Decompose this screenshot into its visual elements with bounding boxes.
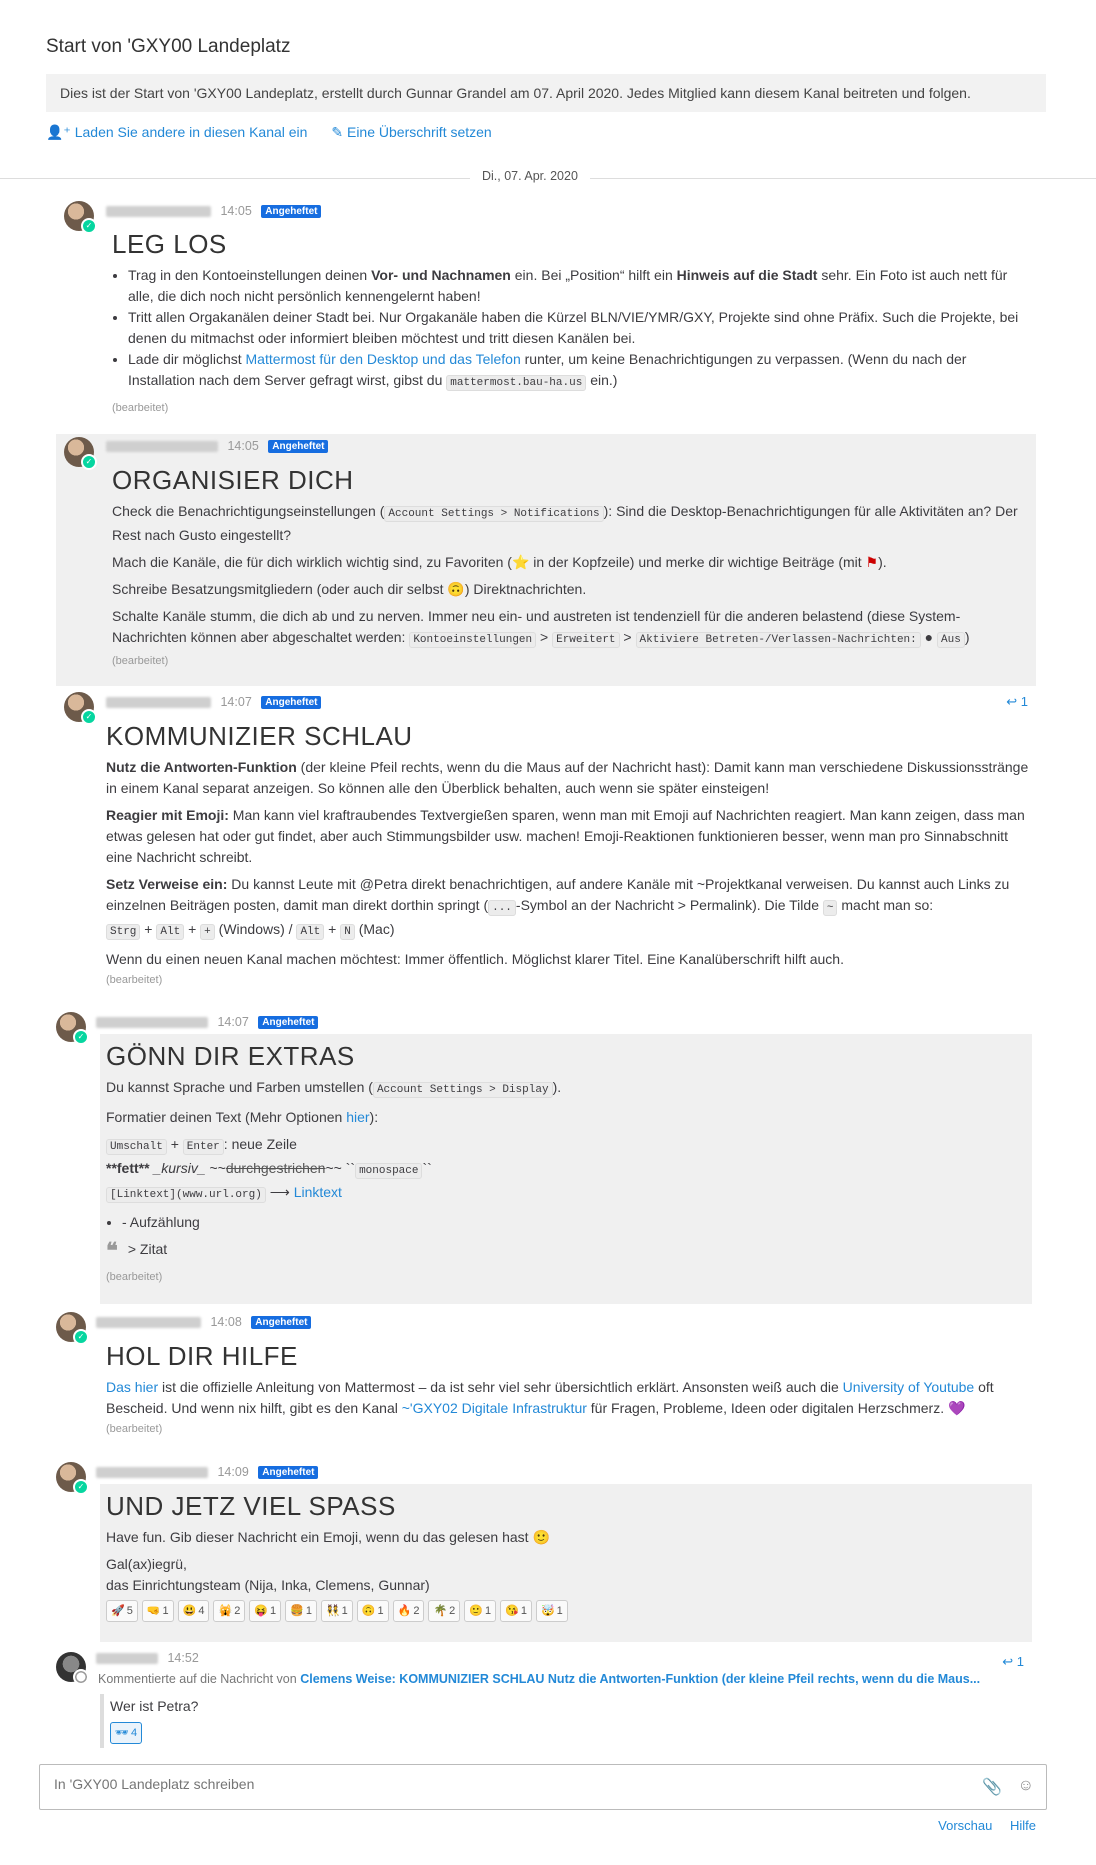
add-user-icon: 👤⁺ [46,124,71,140]
edited-indicator: (bearbeitet) [112,402,169,414]
post-header [96,1651,199,1665]
reaction-count: 2 [449,1605,456,1617]
smile-emoji: 🙂 [532,1529,550,1545]
channel-link[interactable]: ~'GXY02 Digitale Infrastruktur [401,1400,587,1416]
post-body: Wer ist Petra? 🕶 4 [110,1696,198,1744]
reaction[interactable] [321,1600,353,1622]
reply-arrow-icon: ↩ [1002,1654,1014,1669]
reaction-count: 1 [377,1605,384,1617]
post-header [106,439,328,453]
post-goenn-dir-extras[interactable] [48,1010,1032,1304]
username[interactable] [106,441,218,452]
post-heading: ORGANISIER DICH [112,465,354,495]
formatting-help-link[interactable]: hier [346,1109,370,1125]
reply-count[interactable]: ↩ 1 [1006,694,1028,709]
reaction[interactable] [249,1600,281,1622]
reaction-emoji: 🌴 [433,1605,448,1617]
online-status-icon: ✓ [73,1479,89,1495]
reply-arrow-icon: ↩ [1006,694,1018,709]
preview-link[interactable]: Vorschau [938,1818,993,1833]
flag-icon: ⚑ [865,554,879,570]
post-reply[interactable] [48,1650,1032,1750]
mattermost-apps-link[interactable]: Mattermost für den Desktop und das Telefon [245,351,521,367]
reaction[interactable] [213,1600,245,1622]
reaction-emoji: 👯 [325,1605,340,1617]
list-item: • Lade dir möglichst Mattermost für den Desktop und das Telefon runter, um keine Benachrichtigungen zu verpassen. (Wenn du nach der Installation nach dem Server gefragt wirst, gibst du mattermost.bau-ha.us ein.) [128,349,1027,394]
reaction-count: 5 [126,1605,133,1617]
reaction[interactable] [393,1600,425,1622]
reaction-count: 2 [413,1605,420,1617]
upside-down-emoji: 🙃 [447,581,465,597]
online-status-icon: ✓ [81,454,97,470]
post-time[interactable]: 14:08 [210,1315,242,1329]
pinned-badge: Angeheftet [261,696,321,709]
post-body: KOMMUNIZIER SCHLAU Nutz die Antworten-Funktion (der kleine Pfeil rechts, wenn du die Maus auf der Nachricht hast): Damit kann man verschiedene Diskussionsstränge in einem Kanal separat anzeigen. So können alle den Überblick behalten, auch wenn sie später einsteigen! Reagier mit Emoji: Man kann viel kraftraubendes Textvergießen sparen, wenn man mit Emoji auf Nachrichten reagiert. Man kann zeigen, dass man etwas gelesen hat oder gut findet, aber auch Stimmungsbilder usw. machen! Emoji-Reaktionen funktionieren besser, wenn man pro Sinnabschnitt eine Nachricht schreibt. Setz Verweise ein: Du kannst Leute mit @Petra direkt benachrichtigen, auf andere Kanäle mit ~Projektkanal verweisen. Du kannst auch Links zu einzelnen Beiträgen posten, damit man direkt dorthin springt ( ... -Symbol an der Nachricht > Permalink). Die Tilde ~ macht man so: Strg + Alt + + (Windows) / Alt + N (Mac) Wenn du einen neuen Kanal machen möchtest: Immer öffentlich. Möglichst klarer Titel. Eine Kanalüberschrift hilft auch. (bearbeitet) [106,726,1031,991]
reaction-count: 1 [484,1605,492,1617]
username[interactable] [96,1317,201,1328]
pinned-badge: Angeheftet [261,205,321,218]
list-item: • - Aufzählung [122,1212,1021,1233]
composer-footer [924,1818,1036,1833]
reaction[interactable] [464,1600,496,1622]
pinned-badge: Angeheftet [268,440,328,453]
pinned-badge: Angeheftet [258,1466,318,1479]
post-hol-dir-hilfe[interactable] [48,1310,1032,1452]
post-header [106,204,321,218]
edited-indicator: (bearbeitet) [106,974,163,986]
post-header [96,1315,311,1329]
post-body: UND JETZ VIEL SPASS Have fun. Gib dieser Nachricht ein Emoji, wenn du das gelesen hast 🙂 Gal(ax)iegrü, das Einrichtungsteam (Nija, Inka, Clemens, Gunnar) 🚀 5 🤜 1 😃 4 🙀 2 😝 1 🍔 1 👯 1 🙃 1 🔥 2 🌴 2 🙂 1 😘 1 🤯 1 [106,1496,1021,1622]
post-time[interactable]: 14:52 [167,1651,199,1665]
youtube-link[interactable]: University of Youtube [842,1379,975,1395]
username[interactable] [106,206,211,217]
post-body [112,229,1027,419]
channel-intro [46,36,1046,141]
avatar[interactable] [64,201,94,231]
reply-bar [100,1694,104,1748]
post-body: HOL DIR HILFE Das hier ist die offizielle Anleitung von Mattermost – da ist sehr viel sehr übersichtlich erklärt. Ansonsten weiß auch die University of Youtube oft Bescheid. Und wenn nix hilft, gibt es den Kanal ~'GXY02 Digitale Infrastruktur für Fragen, Probleme, Ideen oder digitalen Herzschmerz. 💜 (bearbeitet) [106,1346,1021,1440]
avatar[interactable] [56,1312,86,1342]
post-body: GÖNN DIR EXTRAS Du kannst Sprache und Farben umstellen ( Account Settings > Display ). Formatier deinen Text (Mehr Optionen hier): Umschalt + Enter : neue Zeile **fett** _kursiv_ ~~durchgestrichen~~ `` monospace `` [Linktext](www.url.org) ⟶ Linktext • - Aufzählung ❝ > Zitat (bearbeitet) [106,1046,1021,1288]
reaction-emoji: 🙀 [218,1605,233,1617]
reaction[interactable]: 🕶 4 [110,1722,142,1744]
channel-intro-title: Start von 'GXY00 Landeplatz [46,36,291,57]
pinned-badge: Angeheftet [258,1016,318,1029]
channel-intro-description: Dies ist der Start von 'GXY00 Landeplatz, erstellt durch Gunnar Grandel am 07. April 2020. Jedes Mitglied kann diesem Kanal beitreten und folgen. [46,74,1046,112]
reaction-count: 1 [162,1605,169,1617]
reaction-count: 1 [556,1605,563,1617]
reaction[interactable] [536,1600,568,1622]
set-header-link[interactable]: ✎ Eine Überschrift setzen [331,124,492,140]
reaction-emoji: 🤜 [146,1605,161,1617]
reaction-emoji: 🚀 [111,1605,125,1617]
reaction-count: 1 [270,1605,277,1617]
reaction[interactable] [357,1600,389,1622]
online-status-icon: ✓ [73,1329,89,1345]
username[interactable] [96,1467,208,1478]
reaction-emoji: 😝 [254,1605,269,1617]
post-time[interactable]: 14:05 [220,204,252,218]
reply-count[interactable]: ↩ 1 [1002,1654,1024,1669]
post-heading: GÖNN DIR EXTRAS [106,1041,355,1071]
post-header [96,1465,318,1479]
post-header [96,1015,318,1029]
reaction[interactable] [428,1600,460,1622]
edited-indicator: (bearbeitet) [106,1423,163,1435]
help-link[interactable]: Hilfe [1009,1818,1036,1833]
offline-status-icon [73,1669,89,1685]
online-status-icon: ✓ [73,1029,89,1045]
reaction-count: 1 [341,1605,348,1617]
reaction[interactable] [106,1600,138,1622]
post-heading: LEG LOS [112,229,227,259]
reaction-count: 2 [234,1605,241,1617]
reaction-emoji: 🙂 [469,1605,483,1617]
post-time[interactable]: 14:09 [217,1465,249,1479]
post-time[interactable]: 14:07 [217,1015,249,1029]
online-status-icon: ✓ [81,218,97,234]
avatar[interactable] [56,1462,86,1492]
post-body: ORGANISIER DICH Check die Benachrichtigungseinstellungen ( Account Settings > Notifications ): Sind die Desktop-Benachrichtigungen für alle Aktivitäten an? Der Rest nach Gusto eingestellt? Mach die Kanäle, die für dich wirklich wichtig sind, zu Favoriten (⭐ in der Kopfzeile) und merke dir wichtige Beiträge (mit ⚑). Schreibe Besatzungsmitgliedern (oder auch dir selbst 🙃) Direktnachrichten. Schalte Kanäle stumm, die dich ab und zu nerven. Immer neu ein- und austreten ist tendenziell für die anderen belastend (diese System-Nachrichten können aber abgeschaltet werden: Kontoeinstellungen > Erweitert > Aktiviere Betreten-/Verlassen-Nachrichten: ● Aus ) (bearbeitet) [112,470,1027,672]
reaction-count: 1 [520,1605,527,1617]
invite-members-link[interactable]: 👤⁺ Laden Sie andere in diesen Kanal ein [46,124,308,140]
parent-post-link[interactable]: Clemens Weise: KOMMUNIZIER SCHLAU Nutz die Antworten-Funktion (der kleine Pfeil rechts, wenn du die Maus... [300,1672,981,1686]
list-item: • Trag in den Kontoeinstellungen deinen Vor- und Nachnamen ein. Bei „Position“ hilft ein Hinweis auf die Stadt sehr. Ein Foto ist auch nett für alle, die dich noch nicht persönlich kennengelernt haben! [128,265,1027,307]
emoji-picker-icon[interactable]: ☺ [1017,1777,1034,1794]
reaction[interactable] [178,1600,210,1622]
post-heading: UND JETZ VIEL SPASS [106,1491,396,1521]
reaction[interactable] [285,1600,317,1622]
list-item: • Tritt allen Orgakanälen deiner Stadt bei. Nur Orgakanäle haben die Kürzel BLN/VIE/YMR/GXY, Projekte sind ohne Präfix. Such die Projekte, bei denen du mitmachst oder informiert bleiben möchtest und tritt diesen Kanälen bei. [128,307,1027,349]
pinned-badge: Angeheftet [251,1316,311,1329]
post-kommunizier-schlau[interactable] [56,690,1036,1002]
username[interactable] [106,697,211,708]
mattermost-docs-link[interactable]: Das hier [106,1379,159,1395]
reaction-emoji: 😘 [505,1605,519,1617]
post-organisier-dich[interactable] [56,434,1036,686]
reaction[interactable] [500,1600,532,1622]
edited-indicator: (bearbeitet) [106,1270,163,1283]
purple-heart-emoji: 💜 [947,1400,966,1416]
post-header [106,695,321,709]
message-composer [39,1764,1047,1810]
online-status-icon: ✓ [81,709,97,725]
reaction[interactable] [142,1600,174,1622]
reaction-emoji: 🙃 [361,1605,376,1617]
reaction-emoji: 😃 [182,1605,197,1617]
quote-icon: ❝ [106,1237,118,1263]
reaction-emoji: 🍔 [290,1605,304,1617]
avatar[interactable] [64,437,94,467]
edited-indicator: (bearbeitet) [112,655,169,667]
reaction-count: 1 [305,1605,312,1617]
username[interactable] [96,1017,208,1028]
date-separator: Di., 07. Apr. 2020 [0,178,1096,179]
post-heading: HOL DIR HILFE [106,1341,298,1371]
avatar[interactable] [64,692,94,722]
comment-reference: Kommentierte auf die Nachricht von Clemens Weise: KOMMUNIZIER SCHLAU Nutz die Antworten-Funktion (der kleine Pfeil rechts, wenn du die Maus... [98,1672,981,1686]
message-input[interactable] [52,1775,956,1793]
avatar[interactable] [56,1652,86,1682]
reaction-count: 4 [198,1605,205,1617]
post-leg-los[interactable] [56,196,1036,428]
star-emoji: ⭐ [511,554,530,570]
reactions [106,1600,1021,1622]
post-time[interactable]: 14:05 [227,439,259,453]
reaction-emoji: 🤯 [540,1605,555,1617]
attachment-icon[interactable]: 📎 [982,1779,1002,1796]
example-link[interactable]: Linktext [293,1184,342,1200]
post-time[interactable]: 14:07 [220,695,252,709]
reaction-emoji: 🔥 [397,1605,412,1617]
post-und-jetz-viel-spass[interactable] [48,1460,1032,1642]
post-heading: KOMMUNIZIER SCHLAU [106,721,413,751]
username[interactable] [96,1653,158,1664]
pencil-icon: ✎ [331,124,344,140]
avatar[interactable] [56,1012,86,1042]
